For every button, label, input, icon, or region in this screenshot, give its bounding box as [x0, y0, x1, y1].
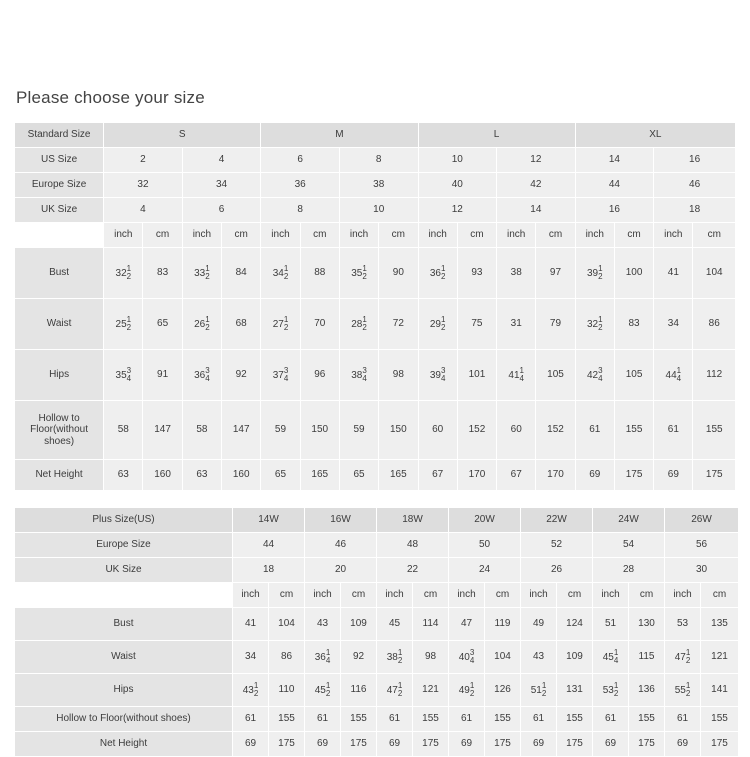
cell: 70: [300, 299, 339, 350]
cell: 61: [665, 707, 701, 732]
cell: 63: [182, 460, 221, 491]
cell: 20W: [449, 508, 521, 533]
unit-cell: cm: [557, 583, 593, 608]
cell: 155: [629, 707, 665, 732]
table-row: [15, 608, 739, 641]
cell: 35 3 4: [104, 350, 143, 401]
cell: 53: [665, 608, 701, 641]
cell: 38: [339, 173, 418, 198]
row-label: Hips: [15, 350, 104, 401]
cell: 68: [222, 299, 261, 350]
cell: 155: [701, 707, 739, 732]
cell: 18W: [377, 508, 449, 533]
cell: 34: [233, 641, 269, 674]
unit-cell: inch: [575, 223, 614, 248]
cell: 46: [654, 173, 736, 198]
cell: 155: [557, 707, 593, 732]
cell: 42: [497, 173, 576, 198]
row-label: Hollow to Floor(without shoes): [15, 707, 233, 732]
row-label: Hollow to Floor(without shoes): [15, 401, 104, 460]
cell: 10: [418, 148, 497, 173]
cell: 175: [614, 460, 653, 491]
unit-cell: inch: [521, 583, 557, 608]
cell: 65: [339, 460, 378, 491]
cell: 109: [341, 608, 377, 641]
cell: 116: [341, 674, 377, 707]
cell: 4: [182, 148, 261, 173]
row-label: Europe Size: [15, 173, 104, 198]
cell: 155: [269, 707, 305, 732]
cell: 104: [269, 608, 305, 641]
table-row-uk-size: [15, 198, 736, 223]
row-label: Plus Size(US): [15, 508, 233, 533]
cell: 55 1 2: [665, 674, 701, 707]
cell: 67: [418, 460, 457, 491]
cell: 8: [339, 148, 418, 173]
cell: 49: [521, 608, 557, 641]
cell: 131: [557, 674, 593, 707]
cell: 150: [379, 401, 418, 460]
cell: 48: [377, 533, 449, 558]
cell: 6: [182, 198, 261, 223]
cell: 104: [485, 641, 521, 674]
unit-cell: inch: [377, 583, 413, 608]
unit-cell: cm: [379, 223, 418, 248]
cell: 34 1 2: [261, 248, 300, 299]
cell: 8: [261, 198, 340, 223]
cell: 26 1 2: [182, 299, 221, 350]
cell: 160: [143, 460, 182, 491]
table-row: [15, 460, 736, 491]
cell: 61: [654, 401, 693, 460]
cell: 59: [339, 401, 378, 460]
cell: 35 1 2: [339, 248, 378, 299]
cell: 105: [536, 350, 575, 401]
cell: 24W: [593, 508, 665, 533]
cell: 40 3 4: [449, 641, 485, 674]
cell: 43: [521, 641, 557, 674]
cell: 2: [104, 148, 183, 173]
cell: 165: [300, 460, 339, 491]
cell: 152: [536, 401, 575, 460]
cell: 24: [449, 558, 521, 583]
cell: 20: [305, 558, 377, 583]
group-l: L: [418, 123, 575, 148]
cell: 27 1 2: [261, 299, 300, 350]
cell: 160: [222, 460, 261, 491]
unit-cell: cm: [457, 223, 496, 248]
cell: 92: [222, 350, 261, 401]
cell: 16: [654, 148, 736, 173]
unit-cell: inch: [182, 223, 221, 248]
table-row: [15, 350, 736, 401]
cell: 28: [593, 558, 665, 583]
unit-cell: inch: [593, 583, 629, 608]
cell: 86: [269, 641, 305, 674]
cell: 36: [261, 173, 340, 198]
unit-cell: inch: [418, 223, 457, 248]
cell: 14W: [233, 508, 305, 533]
cell: 75: [457, 299, 496, 350]
unit-cell: inch: [305, 583, 341, 608]
cell: 28 1 2: [339, 299, 378, 350]
table-row-units: [15, 223, 736, 248]
cell: 135: [701, 608, 739, 641]
row-label: UK Size: [15, 558, 233, 583]
cell: 115: [629, 641, 665, 674]
cell: 18: [654, 198, 736, 223]
cell: 155: [485, 707, 521, 732]
cell: 25 1 2: [104, 299, 143, 350]
unit-cell: cm: [693, 223, 736, 248]
cell: 34: [182, 173, 261, 198]
standard-size-table: [14, 122, 736, 491]
cell: 60: [497, 401, 536, 460]
cell: 59: [261, 401, 300, 460]
cell: 12: [418, 198, 497, 223]
cell: 14: [575, 148, 654, 173]
cell: 41: [233, 608, 269, 641]
row-label: Bust: [15, 608, 233, 641]
cell: 175: [341, 732, 377, 757]
cell: 96: [300, 350, 339, 401]
cell: 39 1 2: [575, 248, 614, 299]
cell: 100: [614, 248, 653, 299]
cell: 61: [233, 707, 269, 732]
cell: 36 1 2: [418, 248, 457, 299]
table-row: [15, 401, 736, 460]
cell: 98: [379, 350, 418, 401]
table-row: [15, 707, 739, 732]
cell: 47 1 2: [377, 674, 413, 707]
cell: 124: [557, 608, 593, 641]
group-xl: XL: [575, 123, 735, 148]
cell: 69: [575, 460, 614, 491]
cell: 175: [413, 732, 449, 757]
cell: 147: [222, 401, 261, 460]
unit-cell: cm: [413, 583, 449, 608]
cell: 36 3 4: [182, 350, 221, 401]
unit-cell: cm: [300, 223, 339, 248]
cell: 18: [233, 558, 305, 583]
cell: 44: [233, 533, 305, 558]
row-label: US Size: [15, 148, 104, 173]
cell: 69: [654, 460, 693, 491]
cell: 45 1 4: [593, 641, 629, 674]
table-row: [15, 674, 739, 707]
unit-cell: cm: [701, 583, 739, 608]
cell: 46: [305, 533, 377, 558]
row-label: Bust: [15, 248, 104, 299]
unit-cell: inch: [233, 583, 269, 608]
cell: 61: [593, 707, 629, 732]
cell: 4: [104, 198, 183, 223]
cell: 10: [339, 198, 418, 223]
cell: 16W: [305, 508, 377, 533]
table-row-plus-size: [15, 508, 739, 533]
row-label: Net Height: [15, 460, 104, 491]
cell: 130: [629, 608, 665, 641]
cell: 67: [497, 460, 536, 491]
cell: 147: [143, 401, 182, 460]
row-label: Europe Size: [15, 533, 233, 558]
unit-cell: cm: [222, 223, 261, 248]
cell: 61: [521, 707, 557, 732]
cell: 175: [629, 732, 665, 757]
unit-cell: inch: [665, 583, 701, 608]
cell: 58: [182, 401, 221, 460]
cell: 110: [269, 674, 305, 707]
cell: 63: [104, 460, 143, 491]
cell: 34: [654, 299, 693, 350]
row-label: UK Size: [15, 198, 104, 223]
cell: 170: [536, 460, 575, 491]
group-m: M: [261, 123, 418, 148]
row-label: Hips: [15, 674, 233, 707]
cell: 42 3 4: [575, 350, 614, 401]
cell: 105: [614, 350, 653, 401]
table-row-standard-size: [15, 123, 736, 148]
unit-cell: inch: [104, 223, 143, 248]
group-s: S: [104, 123, 261, 148]
cell: 65: [261, 460, 300, 491]
cell: 14: [497, 198, 576, 223]
cell: 45: [377, 608, 413, 641]
table-row: [15, 732, 739, 757]
cell: 69: [449, 732, 485, 757]
table-row: [15, 248, 736, 299]
cell: 41: [654, 248, 693, 299]
cell: 56: [665, 533, 739, 558]
row-label: Standard Size: [15, 123, 104, 148]
cell: 50: [449, 533, 521, 558]
cell: 121: [701, 641, 739, 674]
cell: 69: [593, 732, 629, 757]
cell: 16: [575, 198, 654, 223]
cell: 104: [693, 248, 736, 299]
cell: 88: [300, 248, 339, 299]
cell: 47 1 2: [665, 641, 701, 674]
cell: 38 3 4: [339, 350, 378, 401]
page-title: Please choose your size: [16, 88, 205, 107]
unit-cell: cm: [485, 583, 521, 608]
unit-cell: inch: [261, 223, 300, 248]
cell: 126: [485, 674, 521, 707]
cell: 61: [377, 707, 413, 732]
cell: 44: [575, 173, 654, 198]
row-label-empty: [15, 583, 233, 608]
cell: 98: [413, 641, 449, 674]
cell: 109: [557, 641, 593, 674]
cell: 119: [485, 608, 521, 641]
cell: 38 1 2: [377, 641, 413, 674]
cell: 175: [701, 732, 739, 757]
table-row: [15, 299, 736, 350]
cell: 97: [536, 248, 575, 299]
unit-cell: inch: [449, 583, 485, 608]
cell: 155: [614, 401, 653, 460]
cell: 36 1 4: [305, 641, 341, 674]
table-row-units: [15, 583, 739, 608]
unit-cell: cm: [341, 583, 377, 608]
cell: 112: [693, 350, 736, 401]
cell: 150: [300, 401, 339, 460]
cell: 114: [413, 608, 449, 641]
unit-cell: cm: [629, 583, 665, 608]
unit-cell: cm: [614, 223, 653, 248]
table-row: [15, 641, 739, 674]
cell: 39 3 4: [418, 350, 457, 401]
cell: 170: [457, 460, 496, 491]
cell: 52: [521, 533, 593, 558]
table-row-uk-size: [15, 558, 739, 583]
cell: 51: [593, 608, 629, 641]
unit-cell: inch: [497, 223, 536, 248]
cell: 22: [377, 558, 449, 583]
cell: 121: [413, 674, 449, 707]
cell: 54: [593, 533, 665, 558]
cell: 175: [485, 732, 521, 757]
cell: 92: [341, 641, 377, 674]
cell: 38: [497, 248, 536, 299]
cell: 6: [261, 148, 340, 173]
cell: 69: [665, 732, 701, 757]
cell: 43: [305, 608, 341, 641]
cell: 152: [457, 401, 496, 460]
cell: 12: [497, 148, 576, 173]
table-row-europe-size: [15, 533, 739, 558]
cell: 91: [143, 350, 182, 401]
cell: 26W: [665, 508, 739, 533]
cell: 175: [269, 732, 305, 757]
cell: 165: [379, 460, 418, 491]
cell: 61: [575, 401, 614, 460]
cell: 49 1 2: [449, 674, 485, 707]
cell: 136: [629, 674, 665, 707]
cell: 141: [701, 674, 739, 707]
plus-size-table: [14, 507, 739, 757]
cell: 41 1 4: [497, 350, 536, 401]
cell: 61: [449, 707, 485, 732]
cell: 84: [222, 248, 261, 299]
unit-cell: cm: [269, 583, 305, 608]
row-label-empty: [15, 223, 104, 248]
cell: 155: [693, 401, 736, 460]
unit-cell: cm: [536, 223, 575, 248]
cell: 29 1 2: [418, 299, 457, 350]
cell: 53 1 2: [593, 674, 629, 707]
cell: 33 1 2: [182, 248, 221, 299]
cell: 45 1 2: [305, 674, 341, 707]
cell: 65: [143, 299, 182, 350]
cell: 86: [693, 299, 736, 350]
cell: 93: [457, 248, 496, 299]
cell: 47: [449, 608, 485, 641]
unit-cell: inch: [654, 223, 693, 248]
cell: 69: [521, 732, 557, 757]
cell: 58: [104, 401, 143, 460]
cell: 37 3 4: [261, 350, 300, 401]
cell: 155: [341, 707, 377, 732]
cell: 83: [614, 299, 653, 350]
cell: 44 1 4: [654, 350, 693, 401]
cell: 69: [305, 732, 341, 757]
cell: 69: [233, 732, 269, 757]
cell: 30: [665, 558, 739, 583]
row-label: Net Height: [15, 732, 233, 757]
cell: 32 1 2: [104, 248, 143, 299]
cell: 175: [693, 460, 736, 491]
table-row-us-size: [15, 148, 736, 173]
table-row-europe-size: [15, 173, 736, 198]
cell: 60: [418, 401, 457, 460]
cell: 31: [497, 299, 536, 350]
cell: 175: [557, 732, 593, 757]
row-label: Waist: [15, 641, 233, 674]
cell: 69: [377, 732, 413, 757]
cell: 72: [379, 299, 418, 350]
cell: 90: [379, 248, 418, 299]
cell: 32: [104, 173, 183, 198]
cell: 32 1 2: [575, 299, 614, 350]
cell: 61: [305, 707, 341, 732]
cell: 155: [413, 707, 449, 732]
cell: 22W: [521, 508, 593, 533]
cell: 26: [521, 558, 593, 583]
unit-cell: cm: [143, 223, 182, 248]
cell: 43 1 2: [233, 674, 269, 707]
unit-cell: inch: [339, 223, 378, 248]
cell: 79: [536, 299, 575, 350]
cell: 83: [143, 248, 182, 299]
cell: 101: [457, 350, 496, 401]
row-label: Waist: [15, 299, 104, 350]
cell: 40: [418, 173, 497, 198]
cell: 51 1 2: [521, 674, 557, 707]
